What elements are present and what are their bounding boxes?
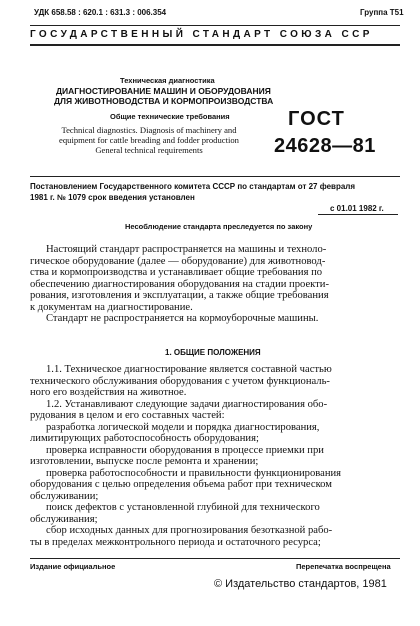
section-line: лимитирующих работоспособность оборудования;: [30, 433, 259, 444]
intro-line: рования, изготовления и эксплуатации, а также общие требования: [30, 290, 329, 301]
publisher: © Издательство стандартов, 1981: [214, 578, 387, 590]
effective-date-rule: [318, 214, 398, 215]
section-line: проверка работоспособности и правильности функционирования: [46, 467, 342, 479]
decree-line-2: 1981 г. № 1079 срок введения установлен: [30, 193, 195, 202]
intro-text: [30, 244, 400, 325]
section-line: ты в пределах межконтрольного периода и остаточного ресурса;: [30, 536, 321, 548]
reprint-prohibited: Перепечатка воспрещена: [296, 562, 391, 571]
english-title-2: equipment for cattle breading and fodder production: [59, 135, 239, 145]
english-title-3: General technical requirements: [95, 145, 203, 155]
banner-bottom-rule: [30, 44, 400, 46]
section-line: изготовлении, выпуске после ремонта и хранении;: [30, 456, 259, 467]
topic-title: Техническая диагностика: [120, 76, 215, 85]
title-line-2: ДЛЯ ЖИВОТНОВОДСТВА И КОРМОПРОИЗВОДСТВА: [54, 96, 274, 106]
intro-line: Настоящий стандарт распространяется на машины и техноло-: [46, 244, 327, 255]
intro-line: Стандарт не распространяется на кормоуборочные машины.: [46, 313, 319, 324]
section-line: поиск дефектов с установленной глубиной для технического: [46, 502, 320, 513]
effective-date: с 01.01 1982 г.: [330, 204, 384, 213]
footer-rule: [30, 558, 400, 559]
section-line: технического обслуживания оборудования с учетом функциональ-: [30, 375, 330, 387]
section-line: 1.1. Техническое диагностирование является составной частью: [46, 364, 332, 375]
intro-line: обеспечению диагностирования оборудования на стадии проекти-: [30, 278, 329, 290]
subtitle: Общие технические требования: [110, 112, 230, 121]
section-line: проверка исправности оборудования в процессе приемки при: [46, 444, 324, 456]
section-line: рудования в целом и его составных частей:: [30, 410, 225, 421]
official-edition: Издание официальное: [30, 562, 116, 571]
section-line: сбор исходных данных для прогнозирования безотказной рабо-: [46, 525, 333, 536]
section-line: 1.2. Устанавливают следующие задачи диагностирования обо-: [46, 398, 328, 410]
section-heading: 1. ОБЩИЕ ПОЛОЖЕНИЯ: [165, 348, 261, 357]
standard-banner: ГОСУДАРСТВЕННЫЙ СТАНДАРТ СОЮЗА ССР: [30, 29, 373, 40]
english-title-1: Technical diagnostics. Diagnosis of machinery and: [61, 125, 237, 135]
banner-top-rule: [30, 25, 400, 26]
title-divider: [30, 176, 400, 177]
gost-number: 24628—81: [274, 135, 376, 157]
intro-line: гическое оборудование (далее — оборудование) для животновод-: [30, 255, 326, 267]
section-line: обслуживании;: [30, 490, 99, 502]
gost-label: ГОСТ: [288, 108, 345, 130]
section-line: оборудования с целью определения объема работ при техническом: [30, 479, 332, 490]
section-line: обслуживания;: [30, 513, 98, 525]
group-code: Группа Т51: [360, 8, 404, 17]
intro-line: к документам на диагностирование.: [30, 301, 193, 313]
violation-note: Несоблюдение стандарта преследуется по закону: [125, 222, 313, 231]
title-line-1: ДИАГНОСТИРОВАНИЕ МАШИН И ОБОРУДОВАНИЯ: [56, 86, 271, 96]
section-line: разработка логической модели и порядка диагностирования,: [46, 421, 320, 433]
decree-line-1: Постановлением Государственного комитета СССР по стандартам от 27 февраля: [30, 182, 356, 191]
section-1-text: [30, 364, 400, 548]
section-line: ного его воздействия на животное.: [30, 387, 187, 398]
udk-code: УДК 658.58 : 620.1 : 631.3 : 006.354: [34, 8, 167, 17]
intro-line: ства и кормопроизводства и устанавливает общие требования по: [30, 267, 323, 278]
